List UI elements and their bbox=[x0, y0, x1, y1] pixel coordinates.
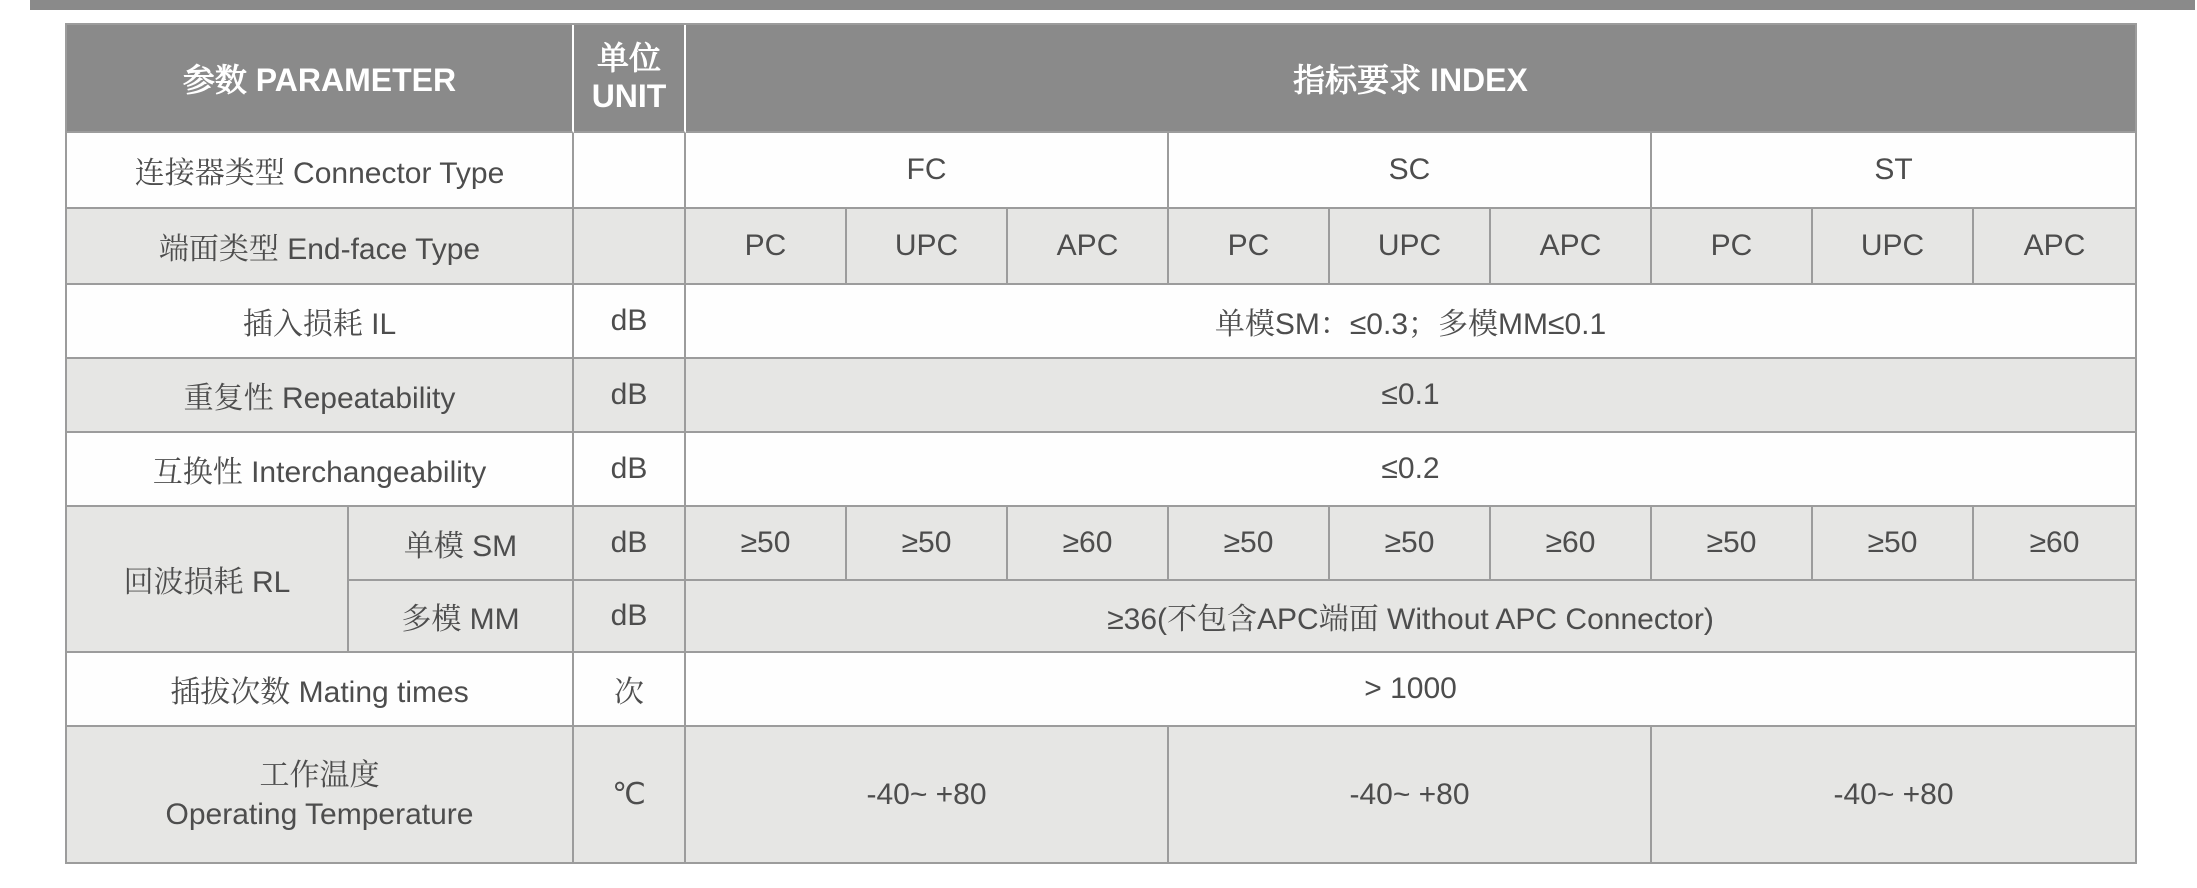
row-return-loss-mm bbox=[67, 581, 2135, 653]
interchangeability-label: 互换性 Interchangeability bbox=[67, 433, 574, 507]
end-face-cell: PC bbox=[1652, 209, 1813, 285]
end-face-cell: PC bbox=[686, 209, 847, 285]
interchangeability-unit: dB bbox=[574, 433, 686, 507]
return-loss-sm-value: ≥50 bbox=[1652, 507, 1813, 581]
repeatability-value: ≤0.1 bbox=[686, 359, 2135, 433]
connector-group-sc: SC bbox=[1169, 133, 1652, 209]
row-repeatability bbox=[67, 359, 2135, 433]
mating-times-unit: 次 bbox=[574, 653, 686, 727]
end-face-type-label: 端面类型 End-face Type bbox=[67, 209, 574, 285]
operating-temperature-label-line1: 工作温度 bbox=[259, 758, 380, 792]
return-loss-sm-value: ≥50 bbox=[1169, 507, 1330, 581]
mating-times-value: > 1000 bbox=[686, 653, 2135, 727]
header-index: 指标要求 INDEX bbox=[686, 25, 2135, 133]
connector-type-unit-empty bbox=[574, 133, 686, 209]
repeatability-unit: dB bbox=[574, 359, 686, 433]
header-unit-line2: UNIT bbox=[591, 78, 667, 114]
return-loss-sm-value: ≥50 bbox=[847, 507, 1008, 581]
row-insertion-loss bbox=[67, 285, 2135, 359]
operating-temperature-label bbox=[67, 727, 574, 862]
header-parameter: 参数 PARAMETER bbox=[67, 25, 574, 133]
repeatability-label: 重复性 Repeatability bbox=[67, 359, 574, 433]
operating-temperature-fc: -40~ +80 bbox=[686, 727, 1169, 862]
row-connector-type bbox=[67, 133, 2135, 209]
row-return-loss-sm bbox=[67, 507, 2135, 581]
interchangeability-value: ≤0.2 bbox=[686, 433, 2135, 507]
insertion-loss-label: 插入损耗 IL bbox=[67, 285, 574, 359]
return-loss-mm-unit: dB bbox=[574, 581, 686, 653]
header-unit-line1: 单位 bbox=[597, 40, 662, 77]
end-face-cell: UPC bbox=[1813, 209, 1974, 285]
table-header-row bbox=[67, 25, 2135, 133]
end-face-cell: APC bbox=[1008, 209, 1169, 285]
return-loss-mm-label: 多模 MM bbox=[349, 581, 574, 653]
return-loss-sm-value: ≥50 bbox=[686, 507, 847, 581]
connector-spec-table bbox=[65, 23, 2137, 864]
row-end-face-type bbox=[67, 209, 2135, 285]
connector-group-st: ST bbox=[1652, 133, 2135, 209]
top-accent-strip bbox=[30, 0, 2195, 10]
operating-temperature-sc: -40~ +80 bbox=[1169, 727, 1652, 862]
insertion-loss-unit: dB bbox=[574, 285, 686, 359]
return-loss-sm-value: ≥60 bbox=[1491, 507, 1652, 581]
mating-times-label: 插拔次数 Mating times bbox=[67, 653, 574, 727]
operating-temperature-unit: ℃ bbox=[574, 727, 686, 862]
row-interchangeability bbox=[67, 433, 2135, 507]
end-face-cell: PC bbox=[1169, 209, 1330, 285]
connector-type-label: 连接器类型 Connector Type bbox=[67, 133, 574, 209]
return-loss-sm-value: ≥60 bbox=[1974, 507, 2135, 581]
operating-temperature-label-line2: Operating Temperature bbox=[165, 797, 474, 831]
connector-group-fc: FC bbox=[686, 133, 1169, 209]
row-operating-temperature bbox=[67, 727, 2135, 862]
return-loss-sm-value: ≥50 bbox=[1813, 507, 1974, 581]
row-mating-times bbox=[67, 653, 2135, 727]
end-face-cell: APC bbox=[1974, 209, 2135, 285]
return-loss-sm-label: 单模 SM bbox=[349, 507, 574, 581]
end-face-cell: UPC bbox=[847, 209, 1008, 285]
end-face-cell: UPC bbox=[1330, 209, 1491, 285]
return-loss-sm-unit: dB bbox=[574, 507, 686, 581]
return-loss-label: 回波损耗 RL bbox=[67, 507, 349, 653]
header-unit bbox=[574, 25, 686, 133]
insertion-loss-value: 单模SM：≤0.3；多模MM≤0.1 bbox=[686, 285, 2135, 359]
end-face-unit-empty bbox=[574, 209, 686, 285]
end-face-cell: APC bbox=[1491, 209, 1652, 285]
return-loss-mm-value: ≥36(不包含APC端面 Without APC Connector) bbox=[686, 581, 2135, 653]
return-loss-sm-value: ≥50 bbox=[1330, 507, 1491, 581]
return-loss-sm-value: ≥60 bbox=[1008, 507, 1169, 581]
operating-temperature-st: -40~ +80 bbox=[1652, 727, 2135, 862]
